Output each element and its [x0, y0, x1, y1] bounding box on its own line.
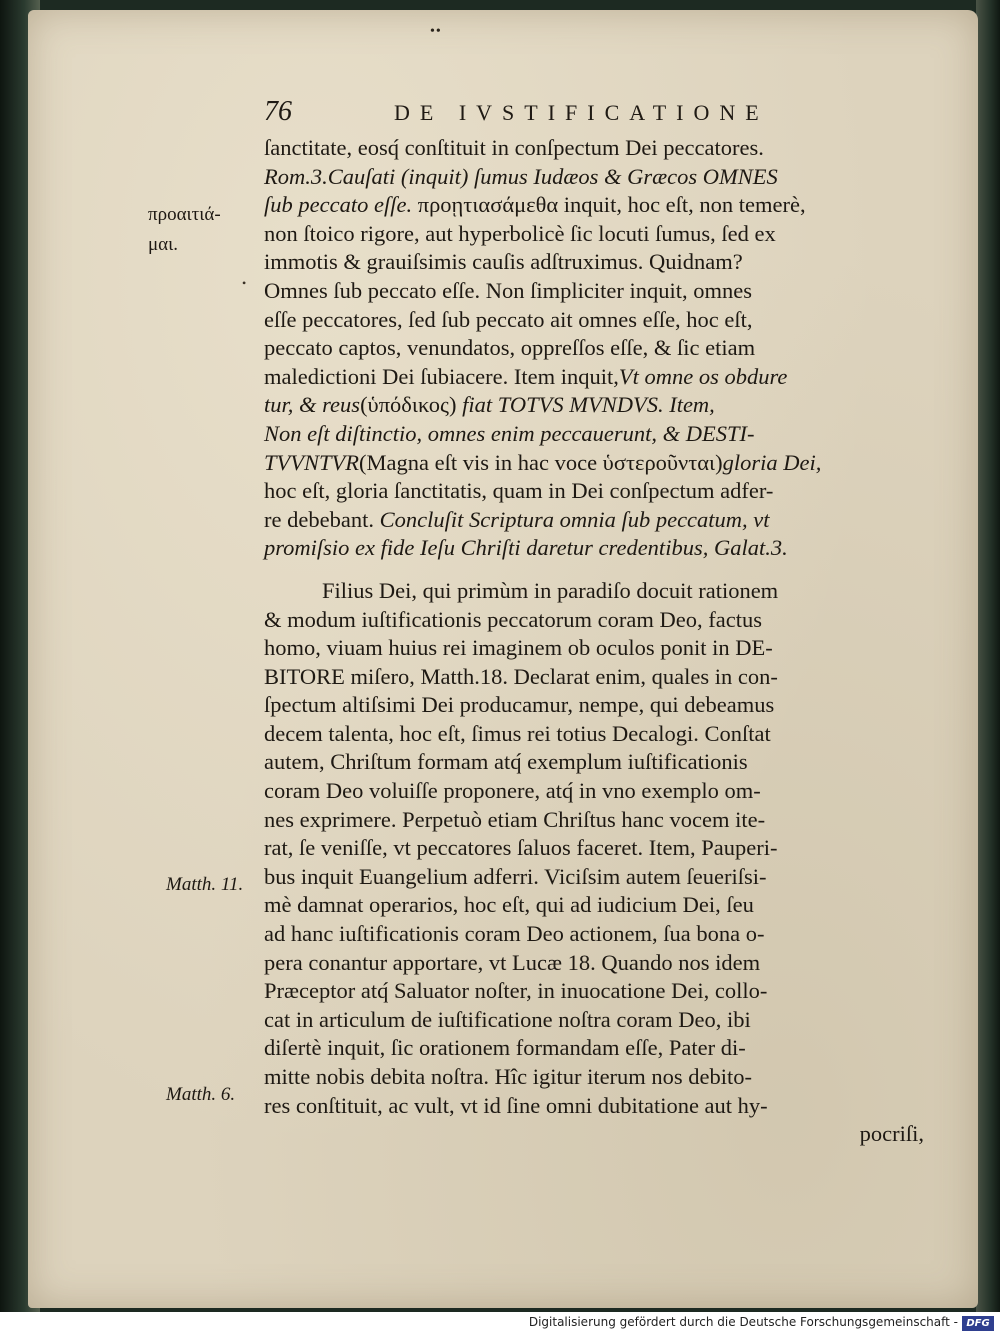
text-line	[264, 191, 924, 220]
page-number: 76	[264, 96, 292, 127]
text-line	[264, 977, 924, 1006]
text-segment: maledictioni Dei ſubiacere. Item inquit,	[264, 363, 619, 389]
scan-border-right	[976, 0, 1000, 1312]
dfg-logo-icon: DFG	[962, 1316, 994, 1331]
text-line	[264, 634, 924, 663]
text-line	[264, 363, 924, 392]
text-line	[264, 534, 924, 563]
text-line	[264, 506, 924, 535]
text-line	[264, 949, 924, 978]
text-segment: (ὑπόδικος)	[360, 392, 457, 418]
text-segment: προῃτιασάμεθα inquit, hoc eſt, non temerè,	[412, 192, 806, 218]
text-line	[264, 663, 924, 692]
text-segment: non ſtoico rigore, aut hyperbolicè ſic locuti ſumus, ſed ex	[264, 220, 776, 246]
text-segment: res conſtituit, ac vult, vt id ſine omni dubitatione aut hy-	[264, 1092, 768, 1118]
text-line	[264, 577, 924, 606]
page-header	[264, 96, 944, 132]
text-segment: hoc eſt, gloria ſanctitatis, quam in Dei conſpectum adfer-	[264, 478, 774, 504]
text-segment: eſſe peccatores, ſed ſub peccato ait omnes eſſe, hoc eſt,	[264, 306, 753, 332]
text-segment: Concluſit Scriptura omnia ſub peccatum, vt	[373, 506, 770, 532]
text-segment: TVVNTVR	[264, 449, 360, 475]
text-segment: mè damnat operarios, hoc eſt, qui ad iudicium Dei, ſeu	[264, 892, 754, 918]
text-segment: Præceptor atq́ Saluator noſter, in inuocatione Dei, collo-	[264, 978, 768, 1004]
page-top-dots: ••	[430, 24, 442, 39]
text-segment: diſertè inquit, ſic orationem formandam eſſe, Pater di-	[264, 1035, 746, 1061]
text-line	[264, 1034, 924, 1063]
text-segment: re debebant.	[264, 506, 374, 532]
text-segment: gloria Dei,	[722, 449, 822, 475]
text-segment: fiat TOTVS MVNDVS. Item,	[456, 392, 715, 418]
margin-note-greek-line-2: μαι.	[148, 234, 179, 255]
text-line	[264, 748, 924, 777]
text-segment: homo, viuam huius rei imaginem ob oculos ponit in DE-	[264, 635, 773, 661]
text-line	[264, 777, 924, 806]
running-head: DE IVSTIFICATIONE	[394, 100, 769, 125]
text-segment: ſub peccato eſſe.	[264, 192, 413, 218]
text-line	[264, 1063, 924, 1092]
text-segment: ſanctitate, eosq́ conſtituit in conſpectum Dei peccatores.	[264, 135, 764, 160]
text-line	[264, 863, 924, 892]
text-segment: nes exprimere. Perpetuò etiam Chriſtus hanc vocem ite-	[264, 806, 766, 832]
text-segment: pera conantur apportare, vt Lucæ 18. Quando nos idem	[264, 949, 761, 975]
text-segment: (Magna eſt vis in hac voce ὑστεροῦνται)	[359, 449, 723, 475]
text-line	[264, 306, 924, 335]
footer-bar	[0, 1312, 1000, 1335]
text-line	[264, 691, 924, 720]
text-segment: ſpectum altiſsimi Dei producamur, nempe, qui debeamus	[264, 692, 775, 718]
margin-note-greek-line-1: προαιτιά-	[148, 204, 221, 225]
text-line	[264, 134, 924, 163]
footer-credit: Digitalisierung gefördert durch die Deutsche Forschungsgemeinschaft -	[528, 1315, 958, 1329]
text-line	[264, 449, 924, 478]
text-segment: pocriſi,	[859, 1121, 924, 1147]
paragraph-gap	[264, 563, 924, 577]
text-segment: Non eſt diſtinctio, omnes enim peccauerunt, & DESTI-	[264, 420, 755, 446]
text-line	[264, 834, 924, 863]
text-segment: Filius Dei, qui primùm in paradiſo docuit rationem	[322, 577, 779, 603]
text-segment: cat in articulum de iuſtificatione noſtra coram Deo, ibi	[264, 1006, 751, 1032]
text-segment: coram Deo voluiſſe proponere, atq́ in vno exemplo om-	[264, 778, 761, 804]
margin-note-matth-11: Matth. 11.	[166, 874, 244, 895]
text-segment: BITORE miſero, Matth.18. Declarat enim, quales in con-	[264, 663, 778, 689]
text-line	[264, 277, 924, 306]
text-line	[264, 334, 924, 363]
text-segment: decem talenta, hoc eſt, ſimus rei totius Decalogi. Conſtat	[264, 720, 771, 746]
text-line	[264, 920, 924, 949]
text-segment: Rom.3.Cauſati (inquit) ſumus Iudæos & Græcos OMNES	[264, 163, 778, 189]
text-line	[264, 606, 924, 635]
text-line	[264, 806, 924, 835]
text-line	[264, 1006, 924, 1035]
text-segment: Vt omne os obdure	[618, 363, 788, 389]
text-segment: ad hanc iuſtificationis coram Deo actionem, ſua bona o-	[264, 921, 765, 947]
text-segment: immotis & grauiſsimis cauſis adſtruximus. Quidnam?	[264, 249, 743, 275]
body-text	[264, 134, 924, 1149]
stray-mark: •	[242, 276, 247, 290]
text-segment: & modum iuſtificationis peccatorum coram Deo, factus	[264, 606, 762, 632]
text-line	[264, 391, 924, 420]
text-line	[264, 477, 924, 506]
text-segment: promiſsio ex fide Ieſu Chriſti daretur credentibus, Galat.3.	[264, 535, 788, 561]
text-line	[264, 1092, 924, 1121]
text-segment: rat, ſe veniſſe, vt peccatores ſaluos faceret. Item, Pauperi-	[264, 835, 778, 861]
text-line	[264, 1120, 924, 1149]
margin-note-greek	[148, 200, 221, 260]
text-line	[264, 248, 924, 277]
text-segment: bus inquit Euangelium adferri. Viciſsim autem ſeueriſsi-	[264, 863, 767, 889]
text-line	[264, 420, 924, 449]
text-line	[264, 720, 924, 749]
text-segment: peccato captos, venundatos, oppreſſos eſſe, & ſic etiam	[264, 335, 756, 361]
text-segment: Omnes ſub peccato eſſe. Non ſimpliciter inquit, omnes	[264, 277, 753, 303]
text-line	[264, 891, 924, 920]
text-line	[264, 220, 924, 249]
text-segment: tur, & reus	[264, 392, 361, 418]
text-line	[264, 163, 924, 192]
text-segment: autem, Chriſtum formam atq́ exemplum iuſtificationis	[264, 749, 748, 775]
text-segment: mitte nobis debita noſtra. Hîc igitur iterum nos debito-	[264, 1064, 753, 1089]
margin-note-matth-6: Matth. 6.	[166, 1084, 236, 1105]
